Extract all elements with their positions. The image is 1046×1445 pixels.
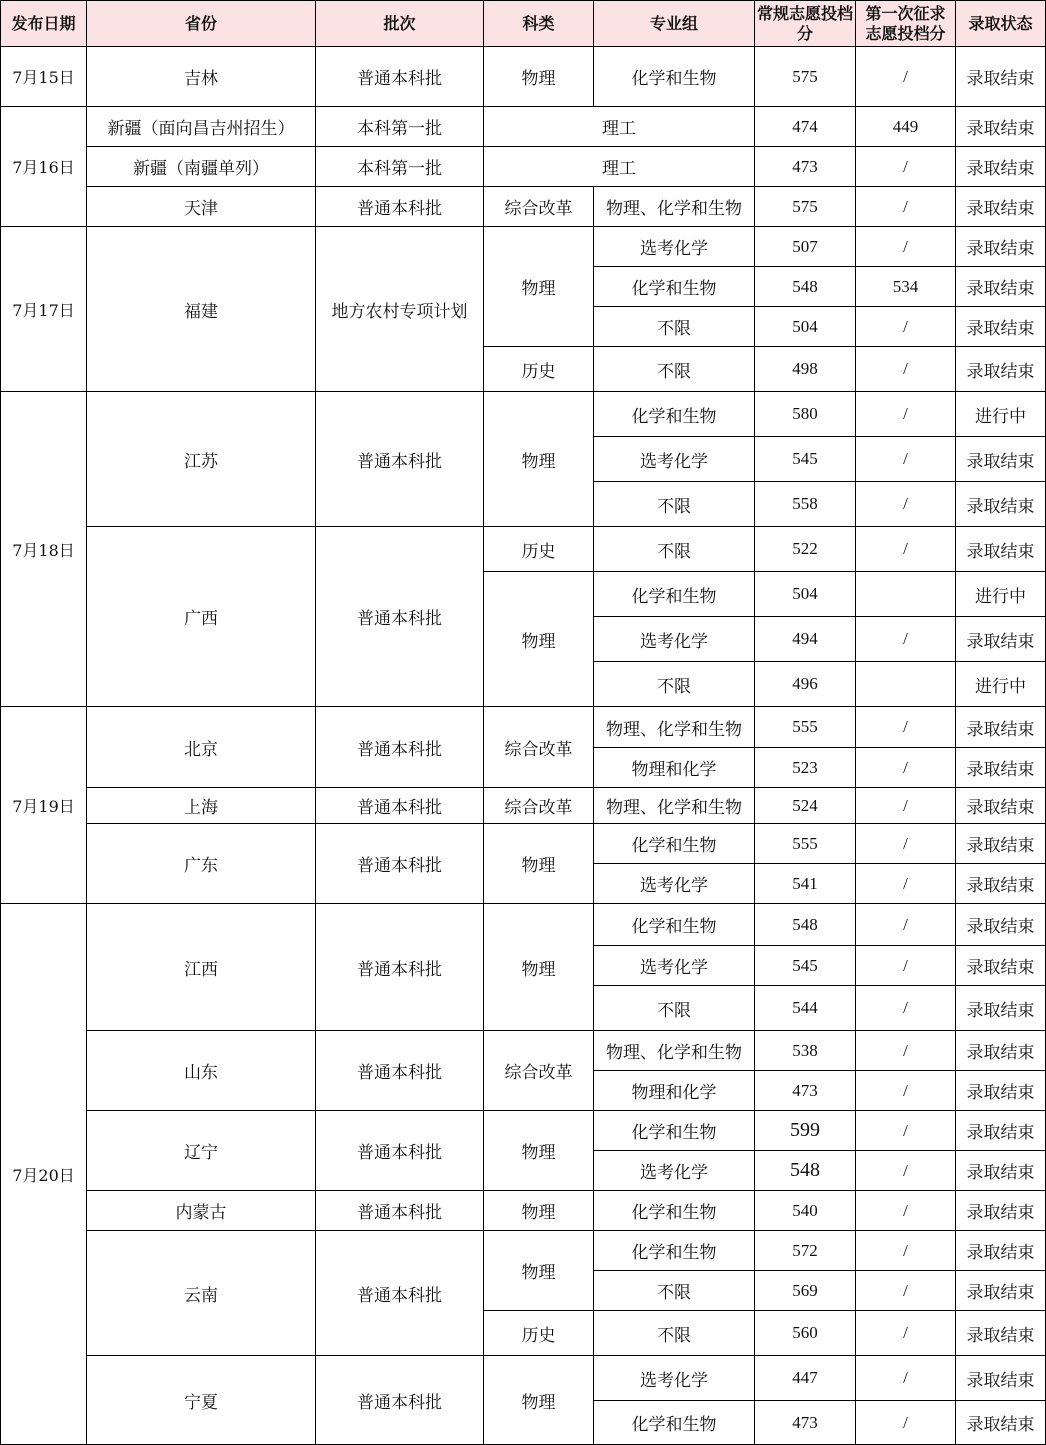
table-row bbox=[1, 147, 1046, 187]
table-row bbox=[1, 904, 1046, 946]
batch-cell: 普通本科批 bbox=[316, 707, 484, 788]
major-group-cell: 物理、化学和生物 bbox=[594, 1031, 755, 1071]
subject-cell: 综合改革 bbox=[484, 187, 594, 227]
subject-cell: 物理 bbox=[484, 227, 594, 347]
subject-cell: 物理 bbox=[484, 904, 594, 1031]
major-group-cell: 选考化学 bbox=[594, 617, 755, 662]
regular-score-cell: 473 bbox=[755, 1401, 856, 1445]
province-cell: 宁夏 bbox=[87, 1356, 316, 1445]
batch-cell: 普通本科批 bbox=[316, 1231, 484, 1356]
solicit-score-cell: / bbox=[856, 864, 956, 904]
batch-cell: 普通本科批 bbox=[316, 527, 484, 707]
table-row bbox=[1, 1031, 1046, 1071]
status-cell: 录取结束 bbox=[956, 347, 1046, 392]
regular-score-cell: 541 bbox=[755, 864, 856, 904]
status-cell: 录取结束 bbox=[956, 267, 1046, 307]
major-group-cell: 物理和化学 bbox=[594, 1071, 755, 1111]
status-cell: 录取结束 bbox=[956, 437, 1046, 482]
regular-score-cell: 507 bbox=[755, 227, 856, 267]
major-group-cell: 选考化学 bbox=[594, 1151, 755, 1191]
major-group-cell: 化学和生物 bbox=[594, 47, 755, 107]
regular-score-cell: 473 bbox=[755, 1071, 856, 1111]
table-row bbox=[1, 392, 1046, 437]
regular-score-cell: 575 bbox=[755, 187, 856, 227]
regular-score-cell: 504 bbox=[755, 572, 856, 617]
solicit-score-cell: / bbox=[856, 1111, 956, 1151]
major-group-cell: 化学和生物 bbox=[594, 392, 755, 437]
status-cell: 录取结束 bbox=[956, 1111, 1046, 1151]
province-cell: 广西 bbox=[87, 527, 316, 707]
solicit-score-cell: / bbox=[856, 307, 956, 347]
major-group-cell: 化学和生物 bbox=[594, 1111, 755, 1151]
solicit-score-cell: / bbox=[856, 227, 956, 267]
batch-cell: 普通本科批 bbox=[316, 47, 484, 107]
major-group-cell: 化学和生物 bbox=[594, 904, 755, 946]
status-cell: 录取结束 bbox=[956, 107, 1046, 147]
major-group-cell: 选考化学 bbox=[594, 864, 755, 904]
regular-score-cell: 555 bbox=[755, 707, 856, 748]
status-cell: 录取结束 bbox=[956, 824, 1046, 864]
batch-cell: 普通本科批 bbox=[316, 1191, 484, 1231]
subject-cell: 物理 bbox=[484, 824, 594, 904]
status-cell: 录取结束 bbox=[956, 707, 1046, 748]
subject-cell: 物理 bbox=[484, 47, 594, 107]
solicit-score-cell: / bbox=[856, 986, 956, 1031]
batch-cell: 普通本科批 bbox=[316, 1111, 484, 1191]
table-row bbox=[1, 227, 1046, 267]
regular-score-cell: 522 bbox=[755, 527, 856, 572]
major-group-cell: 选考化学 bbox=[594, 946, 755, 986]
status-cell: 录取结束 bbox=[956, 1401, 1046, 1445]
solicit-score-cell: / bbox=[856, 824, 956, 864]
status-cell: 录取结束 bbox=[956, 1231, 1046, 1271]
province-cell: 江苏 bbox=[87, 392, 316, 527]
date-cell: 7月18日 bbox=[1, 392, 87, 707]
status-cell: 录取结束 bbox=[956, 1031, 1046, 1071]
regular-score-cell: 496 bbox=[755, 662, 856, 707]
major-group-cell: 不限 bbox=[594, 527, 755, 572]
solicit-score-cell bbox=[856, 662, 956, 707]
header-first-solicit-score: 第一次征求志愿投档分 bbox=[856, 1, 956, 47]
status-cell: 录取结束 bbox=[956, 946, 1046, 986]
major-group-cell: 化学和生物 bbox=[594, 1191, 755, 1231]
province-cell: 上海 bbox=[87, 788, 316, 824]
status-cell: 录取结束 bbox=[956, 617, 1046, 662]
province-cell: 云南 bbox=[87, 1231, 316, 1356]
province-cell: 山东 bbox=[87, 1031, 316, 1111]
date-cell: 7月17日 bbox=[1, 227, 87, 392]
solicit-score-cell: 449 bbox=[856, 107, 956, 147]
solicit-score-cell: / bbox=[856, 707, 956, 748]
status-cell: 录取结束 bbox=[956, 986, 1046, 1031]
status-cell: 录取结束 bbox=[956, 1191, 1046, 1231]
major-group-cell: 化学和生物 bbox=[594, 267, 755, 307]
solicit-score-cell: / bbox=[856, 1401, 956, 1445]
solicit-score-cell: / bbox=[856, 347, 956, 392]
batch-cell: 普通本科批 bbox=[316, 904, 484, 1031]
subject-cell: 物理 bbox=[484, 392, 594, 527]
major-group-cell: 化学和生物 bbox=[594, 1401, 755, 1445]
subject-cell: 历史 bbox=[484, 347, 594, 392]
solicit-score-cell: / bbox=[856, 946, 956, 986]
major-group-cell: 不限 bbox=[594, 986, 755, 1031]
province-cell: 新疆（面向昌吉州招生） bbox=[87, 107, 316, 147]
solicit-score-cell: / bbox=[856, 1191, 956, 1231]
subject-cell: 物理 bbox=[484, 1356, 594, 1445]
header-province: 省份 bbox=[87, 1, 316, 47]
status-cell: 进行中 bbox=[956, 662, 1046, 707]
regular-score-cell: 498 bbox=[755, 347, 856, 392]
batch-cell: 普通本科批 bbox=[316, 788, 484, 824]
province-cell: 内蒙古 bbox=[87, 1191, 316, 1231]
status-cell: 录取结束 bbox=[956, 307, 1046, 347]
solicit-score-cell: / bbox=[856, 1071, 956, 1111]
regular-score-cell: 572 bbox=[755, 1231, 856, 1271]
major-group-cell: 物理、化学和生物 bbox=[594, 707, 755, 748]
solicit-score-cell: / bbox=[856, 482, 956, 527]
province-cell: 新疆（南疆单列） bbox=[87, 147, 316, 187]
major-group-cell: 选考化学 bbox=[594, 437, 755, 482]
status-cell: 录取结束 bbox=[956, 1311, 1046, 1356]
status-cell: 录取结束 bbox=[956, 187, 1046, 227]
major-group-cell: 物理、化学和生物 bbox=[594, 788, 755, 824]
status-cell: 录取结束 bbox=[956, 482, 1046, 527]
solicit-score-cell: / bbox=[856, 748, 956, 788]
subject-cell: 综合改革 bbox=[484, 788, 594, 824]
major-group-cell: 不限 bbox=[594, 1311, 755, 1356]
status-cell: 录取结束 bbox=[956, 227, 1046, 267]
status-cell: 录取结束 bbox=[956, 527, 1046, 572]
subject-cell: 综合改革 bbox=[484, 707, 594, 788]
solicit-score-cell: / bbox=[856, 1031, 956, 1071]
major-group-cell: 化学和生物 bbox=[594, 1231, 755, 1271]
solicit-score-cell: / bbox=[856, 187, 956, 227]
regular-score-cell: 548 bbox=[755, 267, 856, 307]
solicit-score-cell: / bbox=[856, 1311, 956, 1356]
status-cell: 录取结束 bbox=[956, 1071, 1046, 1111]
table-row bbox=[1, 707, 1046, 748]
status-cell: 进行中 bbox=[956, 572, 1046, 617]
subject-cell: 物理 bbox=[484, 1231, 594, 1311]
table-row bbox=[1, 788, 1046, 824]
subject-cell: 历史 bbox=[484, 1311, 594, 1356]
major-group-cell: 不限 bbox=[594, 482, 755, 527]
regular-score-cell: 555 bbox=[755, 824, 856, 864]
province-cell: 吉林 bbox=[87, 47, 316, 107]
batch-cell: 普通本科批 bbox=[316, 1031, 484, 1111]
major-group-cell: 化学和生物 bbox=[594, 572, 755, 617]
table-row bbox=[1, 527, 1046, 572]
major-group-cell: 不限 bbox=[594, 347, 755, 392]
batch-cell: 普通本科批 bbox=[316, 187, 484, 227]
date-cell: 7月15日 bbox=[1, 47, 87, 107]
table-row bbox=[1, 1231, 1046, 1271]
regular-score-cell: 548 bbox=[755, 1151, 856, 1191]
solicit-score-cell: / bbox=[856, 527, 956, 572]
regular-score-cell: 599 bbox=[755, 1111, 856, 1151]
solicit-score-cell: / bbox=[856, 1271, 956, 1311]
major-group-cell: 化学和生物 bbox=[594, 824, 755, 864]
solicit-score-cell: / bbox=[856, 617, 956, 662]
major-group-cell: 不限 bbox=[594, 662, 755, 707]
major-group-cell: 物理、化学和生物 bbox=[594, 187, 755, 227]
solicit-score-cell: / bbox=[856, 788, 956, 824]
solicit-score-cell bbox=[856, 572, 956, 617]
table-row bbox=[1, 1191, 1046, 1231]
regular-score-cell: 540 bbox=[755, 1191, 856, 1231]
table-row bbox=[1, 1356, 1046, 1401]
table-row bbox=[1, 47, 1046, 107]
status-cell: 录取结束 bbox=[956, 47, 1046, 107]
solicit-score-cell: / bbox=[856, 147, 956, 187]
header-row bbox=[1, 1, 1046, 47]
status-cell: 录取结束 bbox=[956, 1271, 1046, 1311]
regular-score-cell: 558 bbox=[755, 482, 856, 527]
subject-cell: 物理 bbox=[484, 1111, 594, 1191]
status-cell: 录取结束 bbox=[956, 1356, 1046, 1401]
major-group-cell: 不限 bbox=[594, 307, 755, 347]
province-cell: 辽宁 bbox=[87, 1111, 316, 1191]
subject-cell: 综合改革 bbox=[484, 1031, 594, 1111]
solicit-score-cell: 534 bbox=[856, 267, 956, 307]
status-cell: 录取结束 bbox=[956, 864, 1046, 904]
regular-score-cell: 544 bbox=[755, 986, 856, 1031]
status-cell: 录取结束 bbox=[956, 788, 1046, 824]
major-group-cell: 不限 bbox=[594, 1271, 755, 1311]
regular-score-cell: 560 bbox=[755, 1311, 856, 1356]
status-cell: 录取结束 bbox=[956, 1151, 1046, 1191]
header-batch: 批次 bbox=[316, 1, 484, 47]
table-row bbox=[1, 187, 1046, 227]
date-cell: 7月16日 bbox=[1, 107, 87, 227]
regular-score-cell: 524 bbox=[755, 788, 856, 824]
batch-cell: 普通本科批 bbox=[316, 392, 484, 527]
regular-score-cell: 569 bbox=[755, 1271, 856, 1311]
regular-score-cell: 523 bbox=[755, 748, 856, 788]
status-cell: 录取结束 bbox=[956, 147, 1046, 187]
batch-cell: 地方农村专项计划 bbox=[316, 227, 484, 392]
regular-score-cell: 504 bbox=[755, 307, 856, 347]
batch-cell: 普通本科批 bbox=[316, 824, 484, 904]
subject-cell: 物理 bbox=[484, 1191, 594, 1231]
solicit-score-cell: / bbox=[856, 1356, 956, 1401]
province-cell: 福建 bbox=[87, 227, 316, 392]
table-row bbox=[1, 1111, 1046, 1151]
table-row bbox=[1, 107, 1046, 147]
solicit-score-cell: / bbox=[856, 904, 956, 946]
major-group-cell: 物理和化学 bbox=[594, 748, 755, 788]
status-cell: 进行中 bbox=[956, 392, 1046, 437]
table-row bbox=[1, 824, 1046, 864]
regular-score-cell: 575 bbox=[755, 47, 856, 107]
regular-score-cell: 548 bbox=[755, 904, 856, 946]
solicit-score-cell: / bbox=[856, 392, 956, 437]
regular-score-cell: 545 bbox=[755, 946, 856, 986]
regular-score-cell: 545 bbox=[755, 437, 856, 482]
regular-score-cell: 447 bbox=[755, 1356, 856, 1401]
subject-group-cell: 理工 bbox=[484, 147, 755, 187]
batch-cell: 本科第一批 bbox=[316, 107, 484, 147]
regular-score-cell: 494 bbox=[755, 617, 856, 662]
status-cell: 录取结束 bbox=[956, 748, 1046, 788]
status-cell: 录取结束 bbox=[956, 904, 1046, 946]
subject-cell: 物理 bbox=[484, 572, 594, 707]
solicit-score-cell: / bbox=[856, 1231, 956, 1271]
subject-cell: 历史 bbox=[484, 527, 594, 572]
regular-score-cell: 474 bbox=[755, 107, 856, 147]
header-major-group: 专业组 bbox=[594, 1, 755, 47]
regular-score-cell: 538 bbox=[755, 1031, 856, 1071]
header-subject: 科类 bbox=[484, 1, 594, 47]
date-cell: 7月19日 bbox=[1, 707, 87, 904]
header-date: 发布日期 bbox=[1, 1, 87, 47]
header-regular-score: 常规志愿投档分 bbox=[755, 1, 856, 47]
province-cell: 广东 bbox=[87, 824, 316, 904]
date-cell: 7月20日 bbox=[1, 904, 87, 1445]
solicit-score-cell: / bbox=[856, 47, 956, 107]
batch-cell: 普通本科批 bbox=[316, 1356, 484, 1445]
solicit-score-cell: / bbox=[856, 437, 956, 482]
province-cell: 天津 bbox=[87, 187, 316, 227]
regular-score-cell: 580 bbox=[755, 392, 856, 437]
batch-cell: 本科第一批 bbox=[316, 147, 484, 187]
major-group-cell: 选考化学 bbox=[594, 227, 755, 267]
solicit-score-cell: / bbox=[856, 1151, 956, 1191]
subject-group-cell: 理工 bbox=[484, 107, 755, 147]
province-cell: 北京 bbox=[87, 707, 316, 788]
header-status: 录取状态 bbox=[956, 1, 1046, 47]
regular-score-cell: 473 bbox=[755, 147, 856, 187]
province-cell: 江西 bbox=[87, 904, 316, 1031]
major-group-cell: 选考化学 bbox=[594, 1356, 755, 1401]
